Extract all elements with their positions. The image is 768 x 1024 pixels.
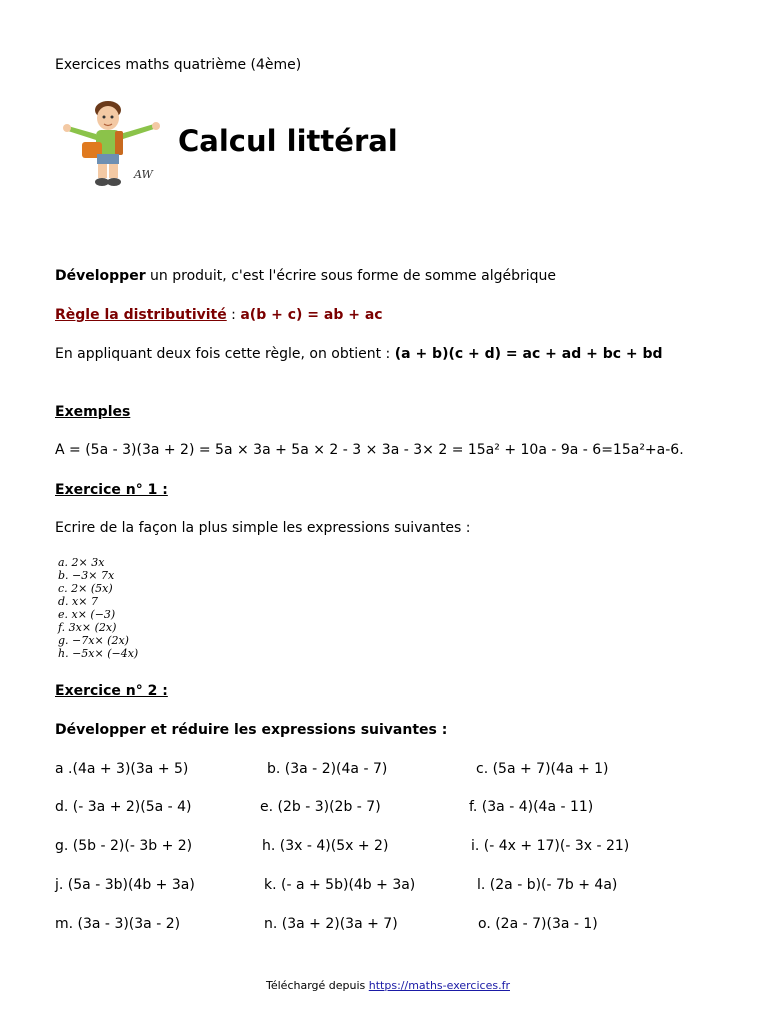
expression: o. (2a - 7)(3a - 1) <box>478 916 598 932</box>
boy-illustration <box>62 98 162 194</box>
expression: i. (- 4x + 17)(- 3x - 21) <box>471 838 630 854</box>
expression: e. (2b - 3)(2b - 7) <box>260 799 381 815</box>
footer-link[interactable]: https://maths-exercices.fr <box>368 979 510 992</box>
footer-text: Téléchargé depuis <box>266 979 369 992</box>
list-item: e. x× (−3) <box>58 608 116 621</box>
list-item: c. 2× (5x) <box>58 582 113 595</box>
list-item: g. −7x× (2x) <box>58 634 129 647</box>
exercise2-row <box>55 916 735 934</box>
applying-text: En appliquant deux fois cette règle, on obtient : <box>55 346 395 362</box>
rule-formula: a(b + c) = ab + ac <box>240 307 383 323</box>
list-item: b. −3× 7x <box>58 569 115 582</box>
expression: j. (5a - 3b)(4b + 3a) <box>55 877 195 893</box>
list-item: a. 2× 3x <box>58 556 105 569</box>
expression: m. (3a - 3)(3a - 2) <box>55 916 181 932</box>
distributivity-rule <box>55 307 383 323</box>
exercise1-list <box>58 556 138 660</box>
exercise2-instruction: Développer et réduire les expressions suivantes : <box>55 722 448 738</box>
page-title: Calcul littéral <box>178 124 398 158</box>
examples-heading: Exemples <box>55 404 131 420</box>
footer <box>266 979 510 992</box>
exercise1-instruction: Ecrire de la façon la plus simple les expressions suivantes : <box>55 520 471 536</box>
developper-word: Développer <box>55 268 146 284</box>
page-subtitle: Exercices maths quatrième (4ème) <box>55 57 302 73</box>
exercise2-row <box>55 799 735 817</box>
applying-formula: (a + b)(c + d) = ac + ad + bc + bd <box>394 346 663 362</box>
expression: d. (- 3a + 2)(5a - 4) <box>55 799 192 815</box>
double-distributivity <box>55 346 663 362</box>
exercise2-row <box>55 761 735 779</box>
exercise2-row <box>55 877 735 895</box>
expression: f. (3a - 4)(4a - 11) <box>469 799 594 815</box>
developper-text: un produit, c'est l'écrire sous forme de somme algébrique <box>145 268 556 284</box>
expression: c. (5a + 7)(4a + 1) <box>476 761 609 777</box>
exercise1-heading: Exercice n° 1 : <box>55 482 168 498</box>
expression: k. (- a + 5b)(4b + 3a) <box>264 877 416 893</box>
rule-separator: : <box>226 307 241 323</box>
expression: a .(4a + 3)(3a + 5) <box>55 761 189 777</box>
expression: h. (3x - 4)(5x + 2) <box>262 838 389 854</box>
list-item: h. −5x× (−4x) <box>58 647 139 660</box>
expression: n. (3a + 2)(3a + 7) <box>264 916 398 932</box>
list-item: f. 3x× (2x) <box>58 621 117 634</box>
expression: g. (5b - 2)(- 3b + 2) <box>55 838 193 854</box>
expression: b. (3a - 2)(4a - 7) <box>267 761 388 777</box>
exercise2-heading: Exercice n° 2 : <box>55 683 168 699</box>
signature-mark: AW <box>134 168 153 181</box>
developper-definition <box>55 268 556 284</box>
rule-label: Règle la distributivité <box>55 307 227 323</box>
list-item: d. x× 7 <box>58 595 98 608</box>
expression: l. (2a - b)(- 7b + 4a) <box>477 877 618 893</box>
exercise2-row <box>55 838 735 856</box>
example-line: A = (5a - 3)(3a + 2) = 5a × 3a + 5a × 2 - 3 × 3a - 3× 2 = 15a² + 10a - 9a - 6=15a²+a-6. <box>55 442 684 458</box>
